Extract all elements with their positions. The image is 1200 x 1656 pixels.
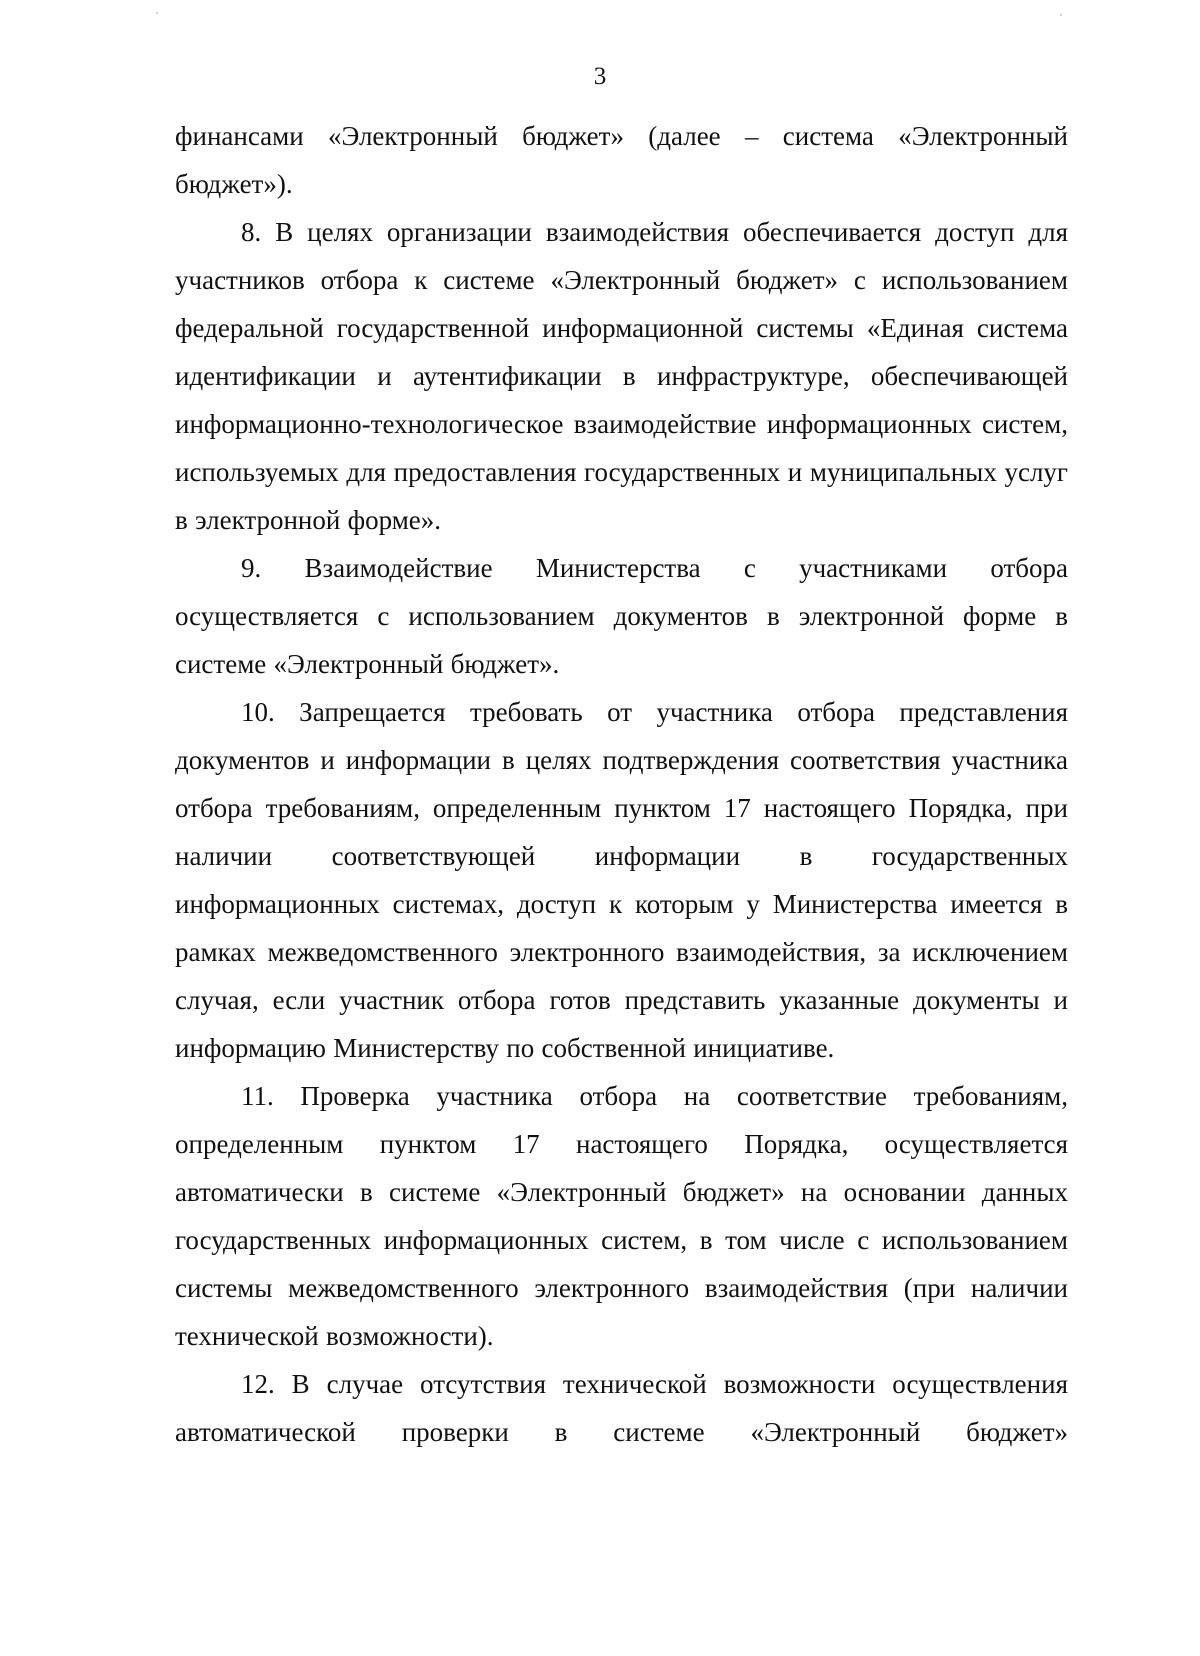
- page-number: 3: [593, 63, 607, 90]
- paragraph-10: 10. Запрещается требовать от участника отбора представления документов и информации в целях подтверждения соответствия участника отбора требованиям, определенным пунктом 17 настоящего Порядка, при наличии соответствующей информации в государственных информационных системах, доступ к которым у Министерства имеется в рамках межведомственного электронного взаимодействия, за исключением случая, если участник отбора готов представить указанные документы и информацию Министерству по собственной инициативе.: [175, 697, 1068, 1063]
- paragraph-9: 9. Взаимодействие Министерства с участниками отбора осуществляется с использованием документов в электронной форме в системе «Электронный бюджет».: [175, 553, 1068, 679]
- scan-speck: [156, 12, 158, 14]
- paragraph-12: 12. В случае отсутствия технической возможности осуществления автоматической проверки в системе «Электронный бюджет»: [175, 1369, 1068, 1447]
- scan-speck: [1060, 14, 1062, 16]
- paragraph-8: 8. В целях организации взаимодействия обеспечивается доступ для участников отбора к системе «Электронный бюджет» с использованием федеральной государственной информационной системы «Единая система идентификации и аутентификации в инфраструктуре, обеспечивающей информационно-технологическое взаимодействие информационных систем, используемых для предоставления государственных и муниципальных услуг в электронной форме».: [175, 217, 1068, 535]
- document-body: [175, 112, 1068, 1456]
- paragraph-11: 11. Проверка участника отбора на соответствие требованиям, определенным пунктом 17 настоящего Порядка, осуществляется автоматически в системе «Электронный бюджет» на основании данных государственных информационных систем, в том числе с использованием системы межведомственного электронного взаимодействия (при наличии технической возможности).: [175, 1081, 1068, 1351]
- paragraph-continuation: финансами «Электронный бюджет» (далее – система «Электронный бюджет»).: [175, 121, 1068, 199]
